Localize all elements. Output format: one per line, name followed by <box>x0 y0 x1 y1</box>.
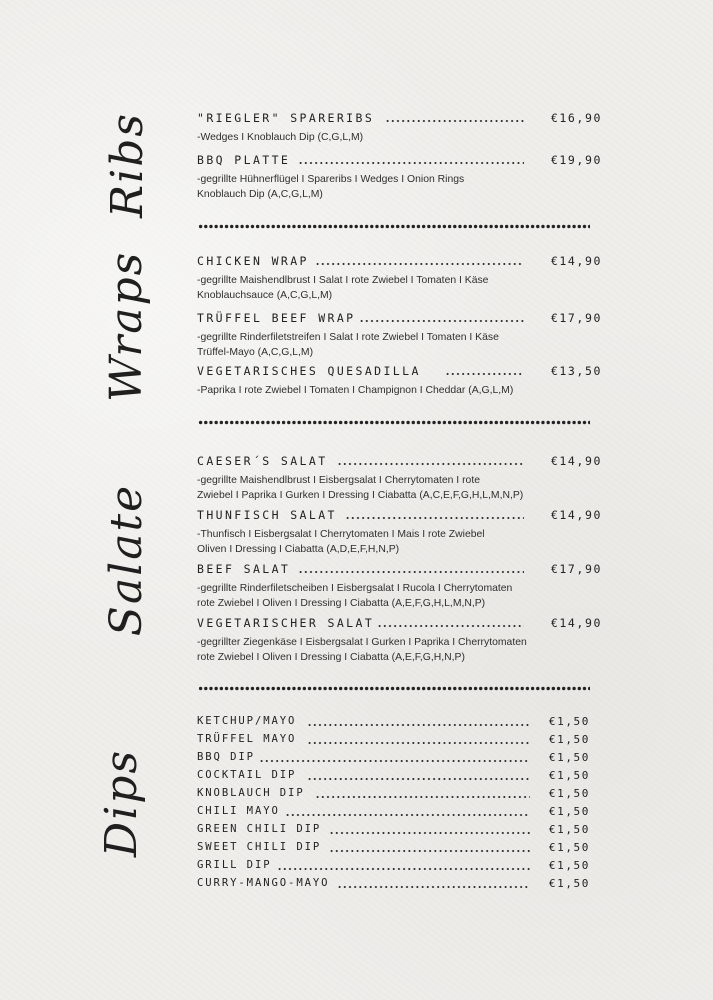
leader-dots <box>329 832 530 834</box>
item-price: €14,90 <box>550 508 602 522</box>
section-title-wraps: Wraps <box>101 250 152 402</box>
item-name: TRÜFFEL MAYO <box>197 733 297 745</box>
leader-dots <box>298 162 524 164</box>
item-price: €1,50 <box>548 841 590 854</box>
item-price: €17,90 <box>550 562 602 576</box>
item-description: -Thunfisch I Eisbergsalat I Cherrytomaten I Mais I rote Zwiebel Oliven I Dressing I Ciabatta (A,D,E,F,H,N,P) <box>197 529 485 555</box>
dip-item <box>197 805 590 821</box>
item-name: CHICKEN WRAP <box>197 254 309 268</box>
leader-dots <box>385 120 524 122</box>
dip-item <box>197 787 590 803</box>
item-name: "RIEGLER" SPARERIBS <box>197 111 375 125</box>
leader-dots <box>337 886 530 888</box>
item-description: -gegrillter Ziegenkäse I Eisbergsalat I Gurken I Paprika I Cherrytomaten rote Zwiebel I Oliven I Dressing I Ciabatta (A,E,F,G,H,N,P) <box>197 637 527 663</box>
menu-item <box>197 454 602 503</box>
menu-item <box>197 111 602 145</box>
leader-dots <box>307 778 530 780</box>
menu-item <box>197 254 602 303</box>
item-price: €14,90 <box>550 616 602 630</box>
item-name: GRILL DIP <box>197 859 272 871</box>
menu-item <box>197 364 602 398</box>
menu-item <box>197 562 602 611</box>
item-name: CHILI MAYO <box>197 805 280 817</box>
section-divider <box>198 224 590 229</box>
item-name: COCKTAIL DIP <box>197 769 297 781</box>
item-price: €1,50 <box>548 787 590 800</box>
section-divider <box>198 420 590 425</box>
leader-dots <box>259 760 530 762</box>
leader-dots <box>285 814 530 816</box>
item-price: €1,50 <box>548 859 590 872</box>
item-name: VEGETARISCHER SALAT <box>197 616 375 630</box>
dip-item <box>197 877 590 893</box>
leader-dots <box>359 320 524 322</box>
item-name: VEGETARISCHES QUESADILLA <box>197 364 421 378</box>
menu-item <box>197 508 602 557</box>
item-price: €1,50 <box>548 733 590 746</box>
item-name: THUNFISCH SALAT <box>197 508 337 522</box>
dip-item <box>197 733 590 749</box>
item-name: CURRY-MANGO-MAYO <box>197 877 330 889</box>
item-description: -gegrillte Rinderfiletscheiben I Eisbergsalat I Rucola I Cherrytomaten rote Zwiebel I Oliven I Dressing I Ciabatta (A,E,F,G,H,L,M,N,P) <box>197 583 513 609</box>
item-price: €1,50 <box>548 877 590 890</box>
item-name: BBQ DIP <box>197 751 255 763</box>
item-price: €1,50 <box>548 823 590 836</box>
leader-dots <box>445 373 524 375</box>
item-price: €16,90 <box>550 111 602 125</box>
item-description: -gegrillte Hühnerflügel I Spareribs I Wedges I Onion Rings Knoblauch Dip (A,C,G,L,M) <box>197 174 465 200</box>
leader-dots <box>307 724 530 726</box>
section-title-salate: Salate <box>101 483 152 637</box>
menu-item <box>197 311 602 360</box>
leader-dots <box>307 742 530 744</box>
item-price: €13,50 <box>550 364 602 378</box>
item-price: €19,90 <box>550 153 602 167</box>
dip-item <box>197 823 590 839</box>
dip-item <box>197 841 590 857</box>
item-description: -gegrillte Rinderfiletstreifen I Salat I rote Zwiebel I Tomaten I Käse Trüffel-Mayo (A,C,G,L,M) <box>197 332 499 358</box>
item-price: €1,50 <box>548 769 590 782</box>
item-price: €14,90 <box>550 454 602 468</box>
leader-dots <box>329 850 530 852</box>
item-name: BEEF SALAT <box>197 562 291 576</box>
item-name: KETCHUP/MAYO <box>197 715 297 727</box>
dip-item <box>197 751 590 767</box>
menu-item <box>197 616 602 665</box>
leader-dots <box>377 625 524 627</box>
item-price: €1,50 <box>548 751 590 764</box>
section-title-ribs: Ribs <box>102 112 153 218</box>
item-name: SWEET CHILI DIP <box>197 841 322 853</box>
section-divider <box>198 686 590 691</box>
dip-item <box>197 859 590 875</box>
item-price: €1,50 <box>548 715 590 728</box>
item-description: -Wedges I Knoblauch Dip (C,G,L,M) <box>197 132 364 143</box>
item-name: GREEN CHILI DIP <box>197 823 322 835</box>
item-description: -gegrillte Maishendlbrust I Eisbergsalat I Cherrytomaten I rote Zwiebel I Paprika I Gurken I Dressing I Ciabatta (A,C,E,F,G,H,L,M,N,P) <box>197 475 524 501</box>
item-description: -gegrillte Maishendlbrust I Salat I rote Zwiebel I Tomaten I Käse Knoblauchsauce (A,C,G,L,M) <box>197 275 489 301</box>
leader-dots <box>345 517 524 519</box>
menu-item <box>197 153 602 202</box>
item-price: €1,50 <box>548 805 590 818</box>
item-name: TRÜFFEL BEEF WRAP <box>197 311 356 325</box>
dip-item <box>197 769 590 785</box>
leader-dots <box>315 263 524 265</box>
item-price: €17,90 <box>550 311 602 325</box>
item-price: €14,90 <box>550 254 602 268</box>
item-name: KNOBLAUCH DIP <box>197 787 305 799</box>
item-name: BBQ PLATTE <box>197 153 291 167</box>
leader-dots <box>298 571 524 573</box>
dip-item <box>197 715 590 731</box>
item-name: CAESER´S SALAT <box>197 454 328 468</box>
leader-dots <box>277 868 530 870</box>
section-title-dips: Dips <box>96 748 147 858</box>
leader-dots <box>315 796 530 798</box>
leader-dots <box>337 463 524 465</box>
item-description: -Paprika I rote Zwiebel I Tomaten I Champignon I Cheddar (A,G,L,M) <box>197 385 514 396</box>
